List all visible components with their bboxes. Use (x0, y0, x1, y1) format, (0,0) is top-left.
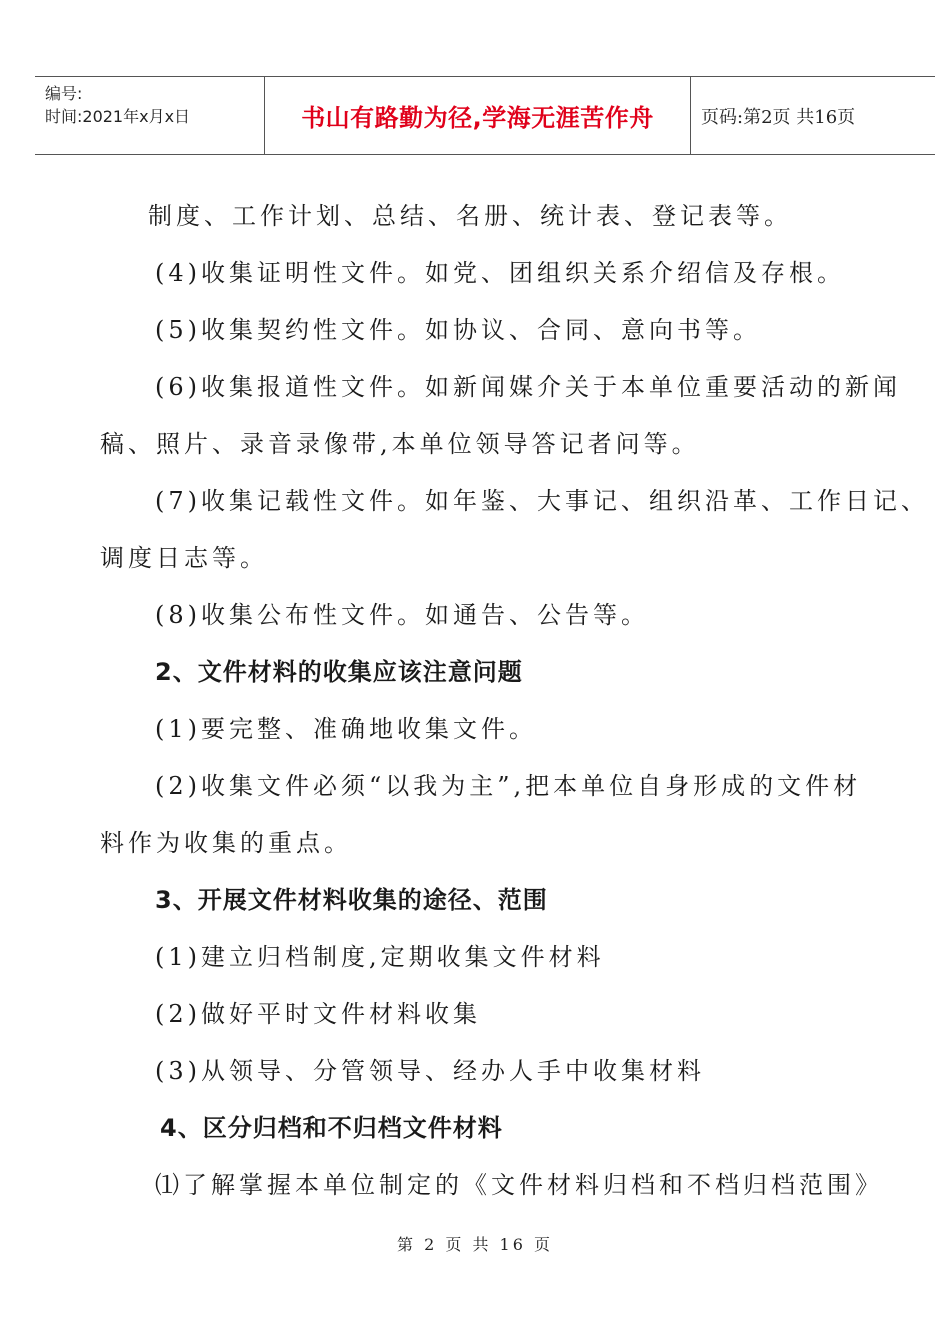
paragraph-line: (5)收集契约性文件。如协议、合同、意向书等。 (155, 316, 761, 344)
section-heading: 4、区分归档和不归档文件材料 (160, 1114, 503, 1142)
page-footer: 第 2 页 共 16 页 (397, 1235, 553, 1254)
paragraph-line: (4)收集证明性文件。如党、团组织关系介绍信及存根。 (155, 259, 845, 287)
header-page-info: 页码:第2页 共16页 (701, 106, 856, 128)
paragraph-line: (1)建立归档制度,定期收集文件材料 (155, 943, 605, 971)
paragraph-line: (2)做好平时文件材料收集 (155, 1000, 481, 1028)
paragraph-line: 制度、工作计划、总结、名册、统计表、登记表等。 (148, 202, 792, 230)
paragraph-line: (1)要完整、准确地收集文件。 (155, 715, 537, 743)
paragraph-line: 调度日志等。 (100, 544, 268, 572)
header-meta (35, 77, 264, 154)
paragraph-line: 料作为收集的重点。 (100, 829, 352, 857)
page-header (35, 76, 935, 155)
paragraph-line: 稿、照片、录音录像带,本单位领导答记者问等。 (100, 430, 700, 458)
paragraph-line: (8)收集公布性文件。如通告、公告等。 (155, 601, 649, 629)
doc-number-label: 编号: (45, 84, 83, 103)
paragraph-line: (6)收集报道性文件。如新闻媒介关于本单位重要活动的新闻 (155, 373, 901, 401)
paragraph-line: (2)收集文件必须“以我为主”,把本单位自身形成的文件材 (155, 772, 862, 800)
section-heading: 3、开展文件材料收集的途径、范围 (155, 886, 548, 914)
paragraph-line: (3)从领导、分管领导、经办人手中收集材料 (155, 1057, 705, 1085)
paragraph-line: ⑴了解掌握本单位制定的《文件材料归档和不档归档范围》 (155, 1171, 883, 1199)
header-motto: 书山有路勤为径,学海无涯苦作舟 (301, 104, 654, 132)
paragraph-line: (7)收集记载性文件。如年鉴、大事记、组织沿革、工作日记、 (155, 487, 929, 515)
section-heading: 2、文件材料的收集应该注意问题 (155, 658, 523, 686)
doc-time-label: 时间:2021年x月x日 (45, 107, 191, 126)
